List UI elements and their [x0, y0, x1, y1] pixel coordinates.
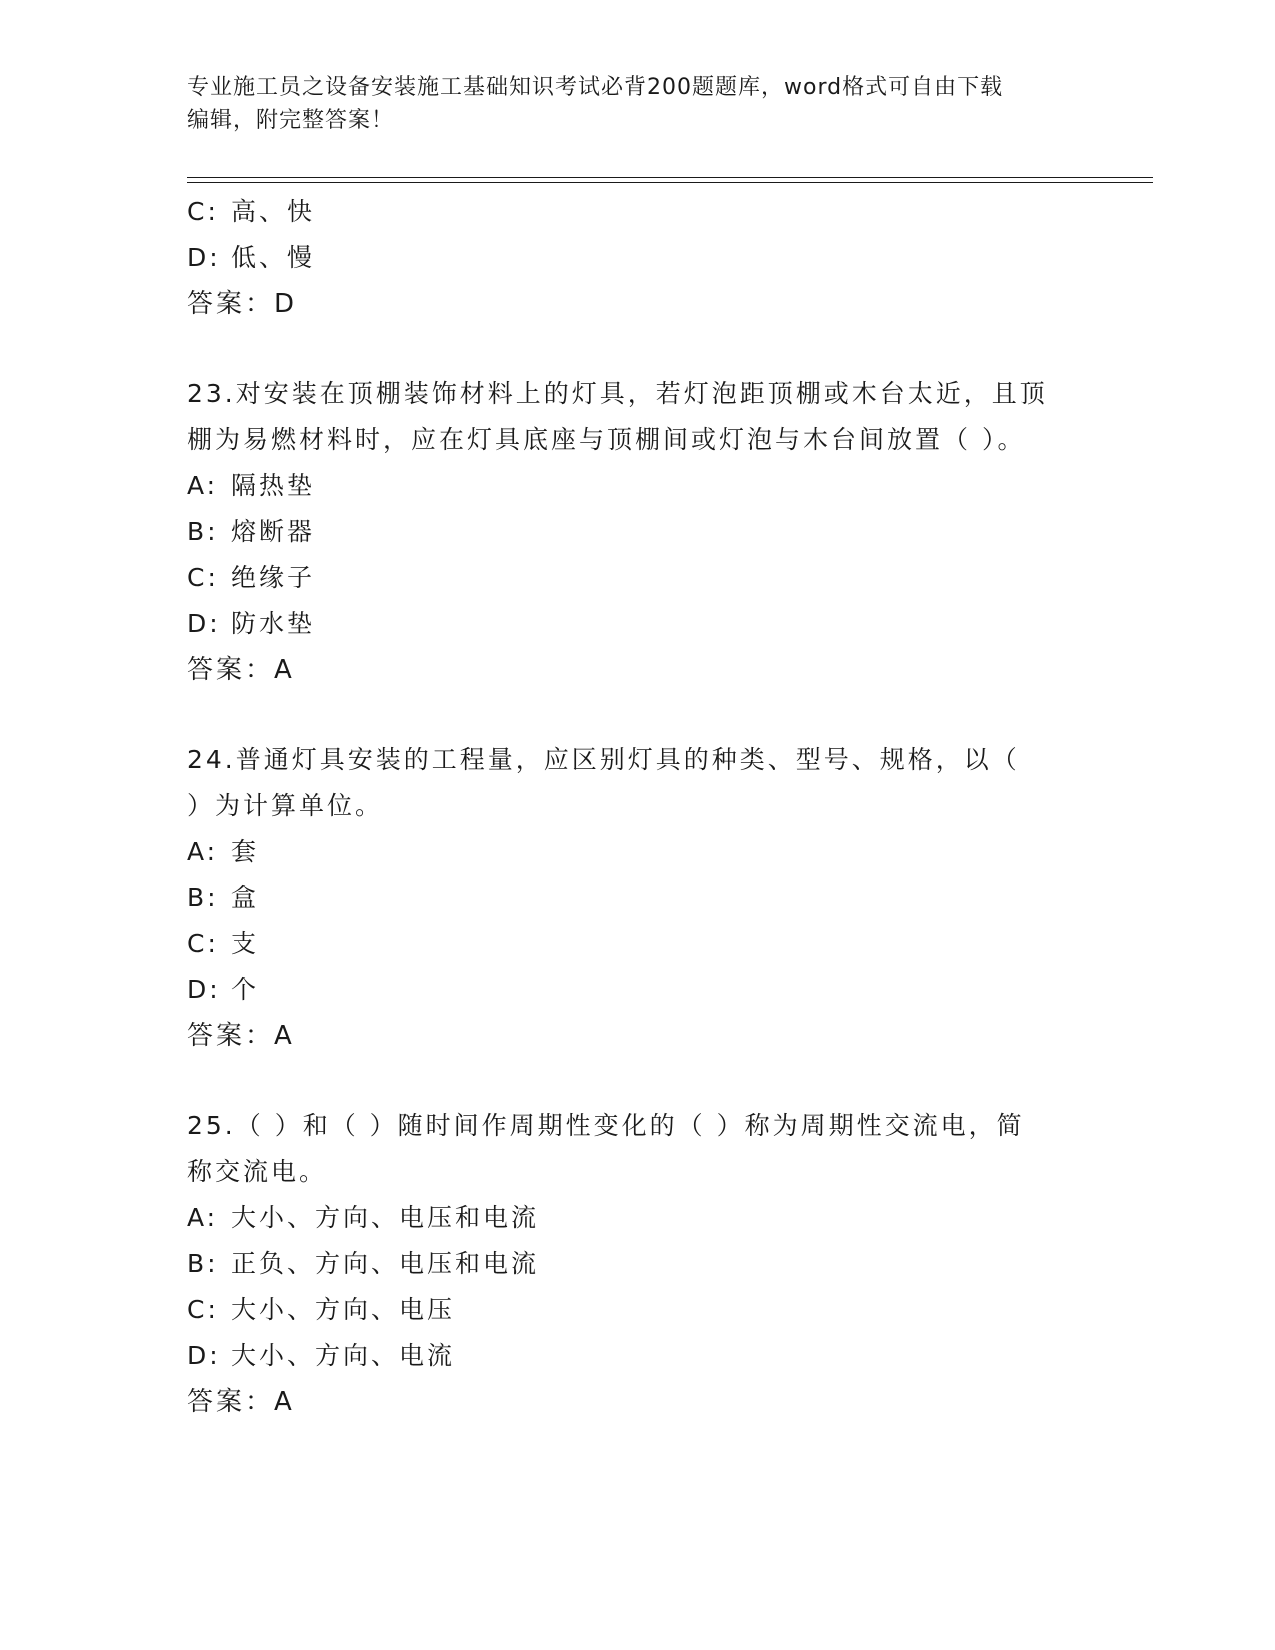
option-text: 隔热垫 [231, 471, 316, 500]
question-text-line: ）为计算单位。 [187, 791, 384, 820]
option-text: 大小、方向、电流 [231, 1341, 456, 1370]
option-text: 大小、方向、电压 [231, 1295, 456, 1324]
option-key: B: [187, 883, 219, 912]
question-text-line: 24.普通灯具安装的工程量，应区别灯具的种类、型号、规格，以（ [187, 745, 1020, 774]
option-a [187, 1195, 1087, 1241]
option-key: C: [187, 929, 219, 958]
option-text: 低、慢 [231, 243, 316, 272]
option-key: C: [187, 1295, 219, 1324]
option-text: 高、快 [231, 197, 316, 226]
option-text: 个 [231, 975, 260, 1004]
option-d [187, 235, 1087, 281]
question-block-prev [187, 189, 1087, 327]
option-d [187, 601, 1087, 647]
option-text: 大小、方向、电压和电流 [231, 1203, 540, 1232]
option-text: 套 [231, 837, 260, 866]
option-text: 防水垫 [231, 609, 316, 638]
option-key: A: [187, 471, 219, 500]
option-key: D: [187, 609, 221, 638]
option-key: D: [187, 1341, 221, 1370]
option-key: A: [187, 1203, 219, 1232]
option-key: C: [187, 563, 219, 592]
question-text-line: 称交流电。 [187, 1157, 328, 1186]
header-title-line-1: 专业施工员之设备安装施工基础知识考试必背200题题库，word格式可自由下载 [187, 75, 1004, 100]
header-divider [187, 177, 1153, 183]
option-c [187, 189, 1087, 235]
option-b [187, 509, 1087, 555]
option-d [187, 1333, 1087, 1379]
question-text-line: 25.（ ）和（ ）随时间作周期性变化的（ ）称为周期性交流电，简 [187, 1111, 1025, 1140]
header-title-line-2: 编辑，附完整答案！ [187, 108, 395, 133]
option-key: B: [187, 517, 219, 546]
question-block-23 [187, 371, 1087, 693]
option-key: B: [187, 1249, 219, 1278]
option-c [187, 1287, 1087, 1333]
option-a [187, 463, 1087, 509]
option-text: 正负、方向、电压和电流 [231, 1249, 540, 1278]
page-header [187, 71, 1067, 137]
answer-line: 答案：A [187, 655, 295, 685]
option-c [187, 555, 1087, 601]
option-d [187, 967, 1087, 1013]
answer-line: 答案：A [187, 1021, 295, 1051]
answer-line: 答案：D [187, 289, 298, 319]
option-a [187, 829, 1087, 875]
question-text-line: 23.对安装在顶棚装饰材料上的灯具，若灯泡距顶棚或木台太近，且顶 [187, 379, 1048, 408]
option-key: D: [187, 243, 221, 272]
option-text: 熔断器 [231, 517, 316, 546]
option-text: 盒 [231, 883, 260, 912]
answer-line: 答案：A [187, 1387, 295, 1417]
option-text: 绝缘子 [231, 563, 316, 592]
question-text-line: 棚为易燃材料时，应在灯具底座与顶棚间或灯泡与木台间放置（ ）。 [187, 425, 1026, 454]
option-key: C: [187, 197, 219, 226]
option-b [187, 875, 1087, 921]
option-key: A: [187, 837, 219, 866]
option-text: 支 [231, 929, 260, 958]
question-content [187, 189, 1087, 1425]
option-c [187, 921, 1087, 967]
option-key: D: [187, 975, 221, 1004]
question-block-24 [187, 737, 1087, 1059]
question-block-25 [187, 1103, 1087, 1425]
option-b [187, 1241, 1087, 1287]
